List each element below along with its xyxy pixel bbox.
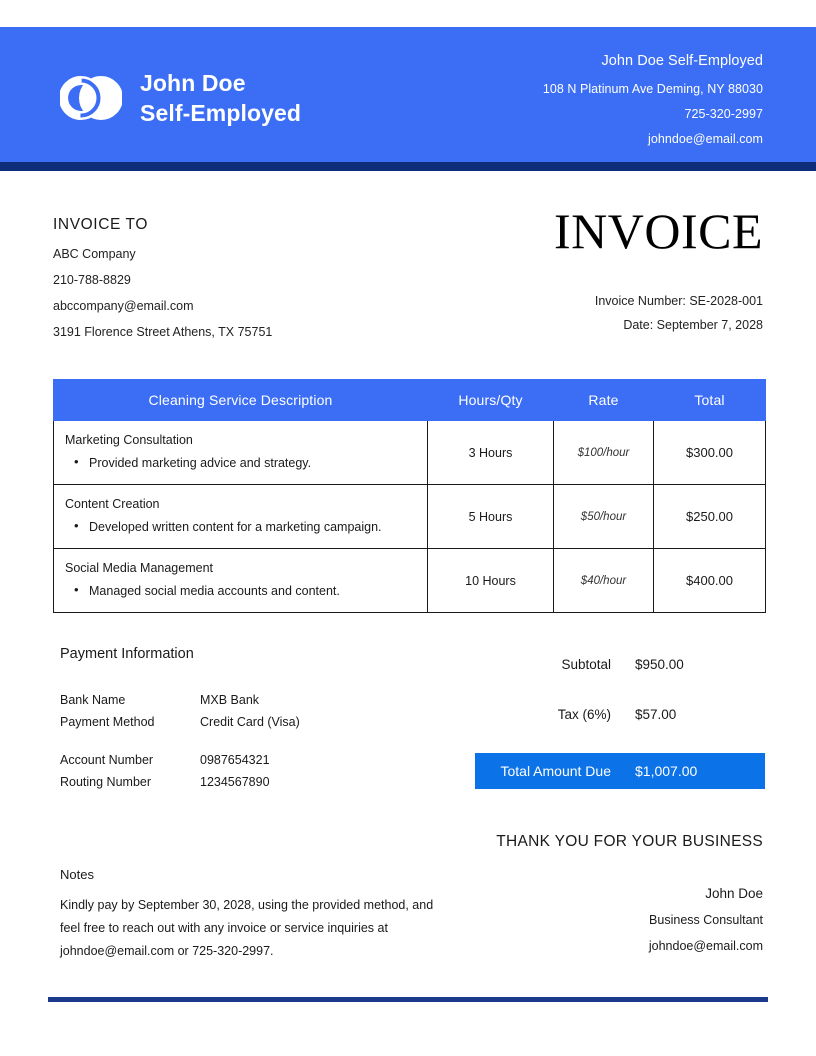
company-name: John Doe Self-Employed — [601, 53, 763, 69]
row-total: $250.00 — [654, 485, 766, 549]
row-service-detail: • Managed social media accounts and content. — [65, 582, 417, 600]
row-hours: 3 Hours — [428, 421, 554, 485]
total-amount-due-label: Total Amount Due — [500, 763, 611, 779]
total-amount-due-value: $1,007.00 — [635, 763, 698, 779]
client-phone: 210-788-8829 — [53, 273, 131, 287]
payment-method-value: Credit Card (Visa) — [200, 715, 300, 729]
tax-value: $57.00 — [635, 706, 677, 722]
row-service-title: Social Media Management — [65, 561, 213, 576]
payment-row-account — [60, 753, 300, 767]
payment-details — [60, 693, 300, 797]
bill-to-block — [53, 216, 272, 339]
footer-rule — [48, 997, 768, 1002]
row-hours: 5 Hours — [428, 485, 554, 549]
brand-name-line1: John Doe — [140, 70, 246, 96]
row-total: $400.00 — [654, 549, 766, 613]
row-description — [54, 485, 428, 549]
row-description — [54, 421, 428, 485]
signer-email: johndoe@email.com — [648, 939, 763, 953]
brand-name-line2: Self-Employed — [140, 100, 302, 127]
row-service-title: Marketing Consultation — [65, 433, 193, 447]
client-address: 3191 Florence Street Athens, TX 75751 — [53, 325, 273, 339]
subtotal-value: $950.00 — [635, 656, 684, 672]
company-email: johndoe@email.com — [648, 132, 763, 146]
invoice-date: Date: September 7, 2028 — [623, 318, 763, 332]
bill-to-label: INVOICE TO — [53, 216, 149, 233]
invoice-title: INVOICE — [553, 203, 763, 259]
col-header-description: Cleaning Service Description — [54, 380, 428, 421]
client-email: abccompany@email.com — [53, 299, 194, 313]
interlocking-rings-logo-icon — [60, 73, 122, 123]
bank-name-value: MXB Bank — [200, 693, 260, 707]
subtotal-row — [475, 645, 765, 683]
payment-row-bank — [60, 693, 300, 707]
col-header-total: Total — [654, 380, 766, 421]
thank-you-message: THANK YOU FOR YOUR BUSINESS — [496, 833, 763, 850]
subtotal-label: Subtotal — [561, 656, 611, 672]
header-navy-rule — [0, 162, 816, 171]
col-header-hours: Hours/Qty — [428, 380, 554, 421]
invoice-meta-block — [595, 294, 763, 332]
line-items-table — [53, 379, 766, 613]
routing-number-label: Routing Number — [60, 775, 152, 789]
signer-name: John Doe — [705, 886, 763, 901]
row-total: $300.00 — [654, 421, 766, 485]
routing-number-value: 1234567890 — [200, 775, 270, 789]
table-row — [54, 549, 766, 613]
notes-block — [60, 867, 440, 963]
brand-name — [140, 68, 301, 129]
invoice-number: Invoice Number: SE-2028-001 — [594, 294, 763, 308]
notes-body: Kindly pay by September 30, 2028, using the provided method, and feel free to reach out with any invoice or service inquiries at johndoe@email.com or 725-320-2997. — [60, 898, 434, 959]
payment-row-routing — [60, 775, 300, 789]
tax-label: Tax (6%) — [557, 706, 611, 722]
row-service-title: Content Creation — [65, 497, 160, 512]
table-header-row — [54, 380, 766, 421]
col-header-rate: Rate — [554, 380, 654, 421]
company-contact-block — [543, 53, 763, 146]
totals-block — [475, 645, 765, 789]
total-amount-due-bar — [475, 753, 765, 789]
row-rate: $50/hour — [554, 485, 654, 549]
notes-heading: Notes — [60, 867, 94, 882]
brand-block — [60, 68, 301, 129]
table-row — [54, 485, 766, 549]
payment-method-label: Payment Method — [60, 715, 155, 729]
account-number-label: Account Number — [60, 753, 154, 767]
row-rate: $40/hour — [554, 549, 654, 613]
client-name: ABC Company — [53, 247, 136, 261]
row-description — [54, 549, 428, 613]
row-hours: 10 Hours — [428, 549, 554, 613]
account-number-value: 0987654321 — [200, 753, 270, 767]
row-rate: $100/hour — [554, 421, 654, 485]
signer-role: Business Consultant — [649, 913, 763, 927]
tax-row — [475, 695, 765, 733]
company-address: 108 N Platinum Ave Deming, NY 88030 — [542, 82, 763, 96]
table-row — [54, 421, 766, 485]
bank-name-label: Bank Name — [60, 693, 126, 707]
signature-block — [649, 886, 763, 953]
row-service-detail: • Provided marketing advice and strategy. — [65, 454, 417, 472]
payment-row-method — [60, 715, 300, 729]
payment-information-heading: Payment Information — [60, 646, 194, 662]
company-phone: 725-320-2997 — [684, 107, 763, 121]
row-service-detail: • Developed written content for a marketing campaign. — [65, 518, 417, 536]
